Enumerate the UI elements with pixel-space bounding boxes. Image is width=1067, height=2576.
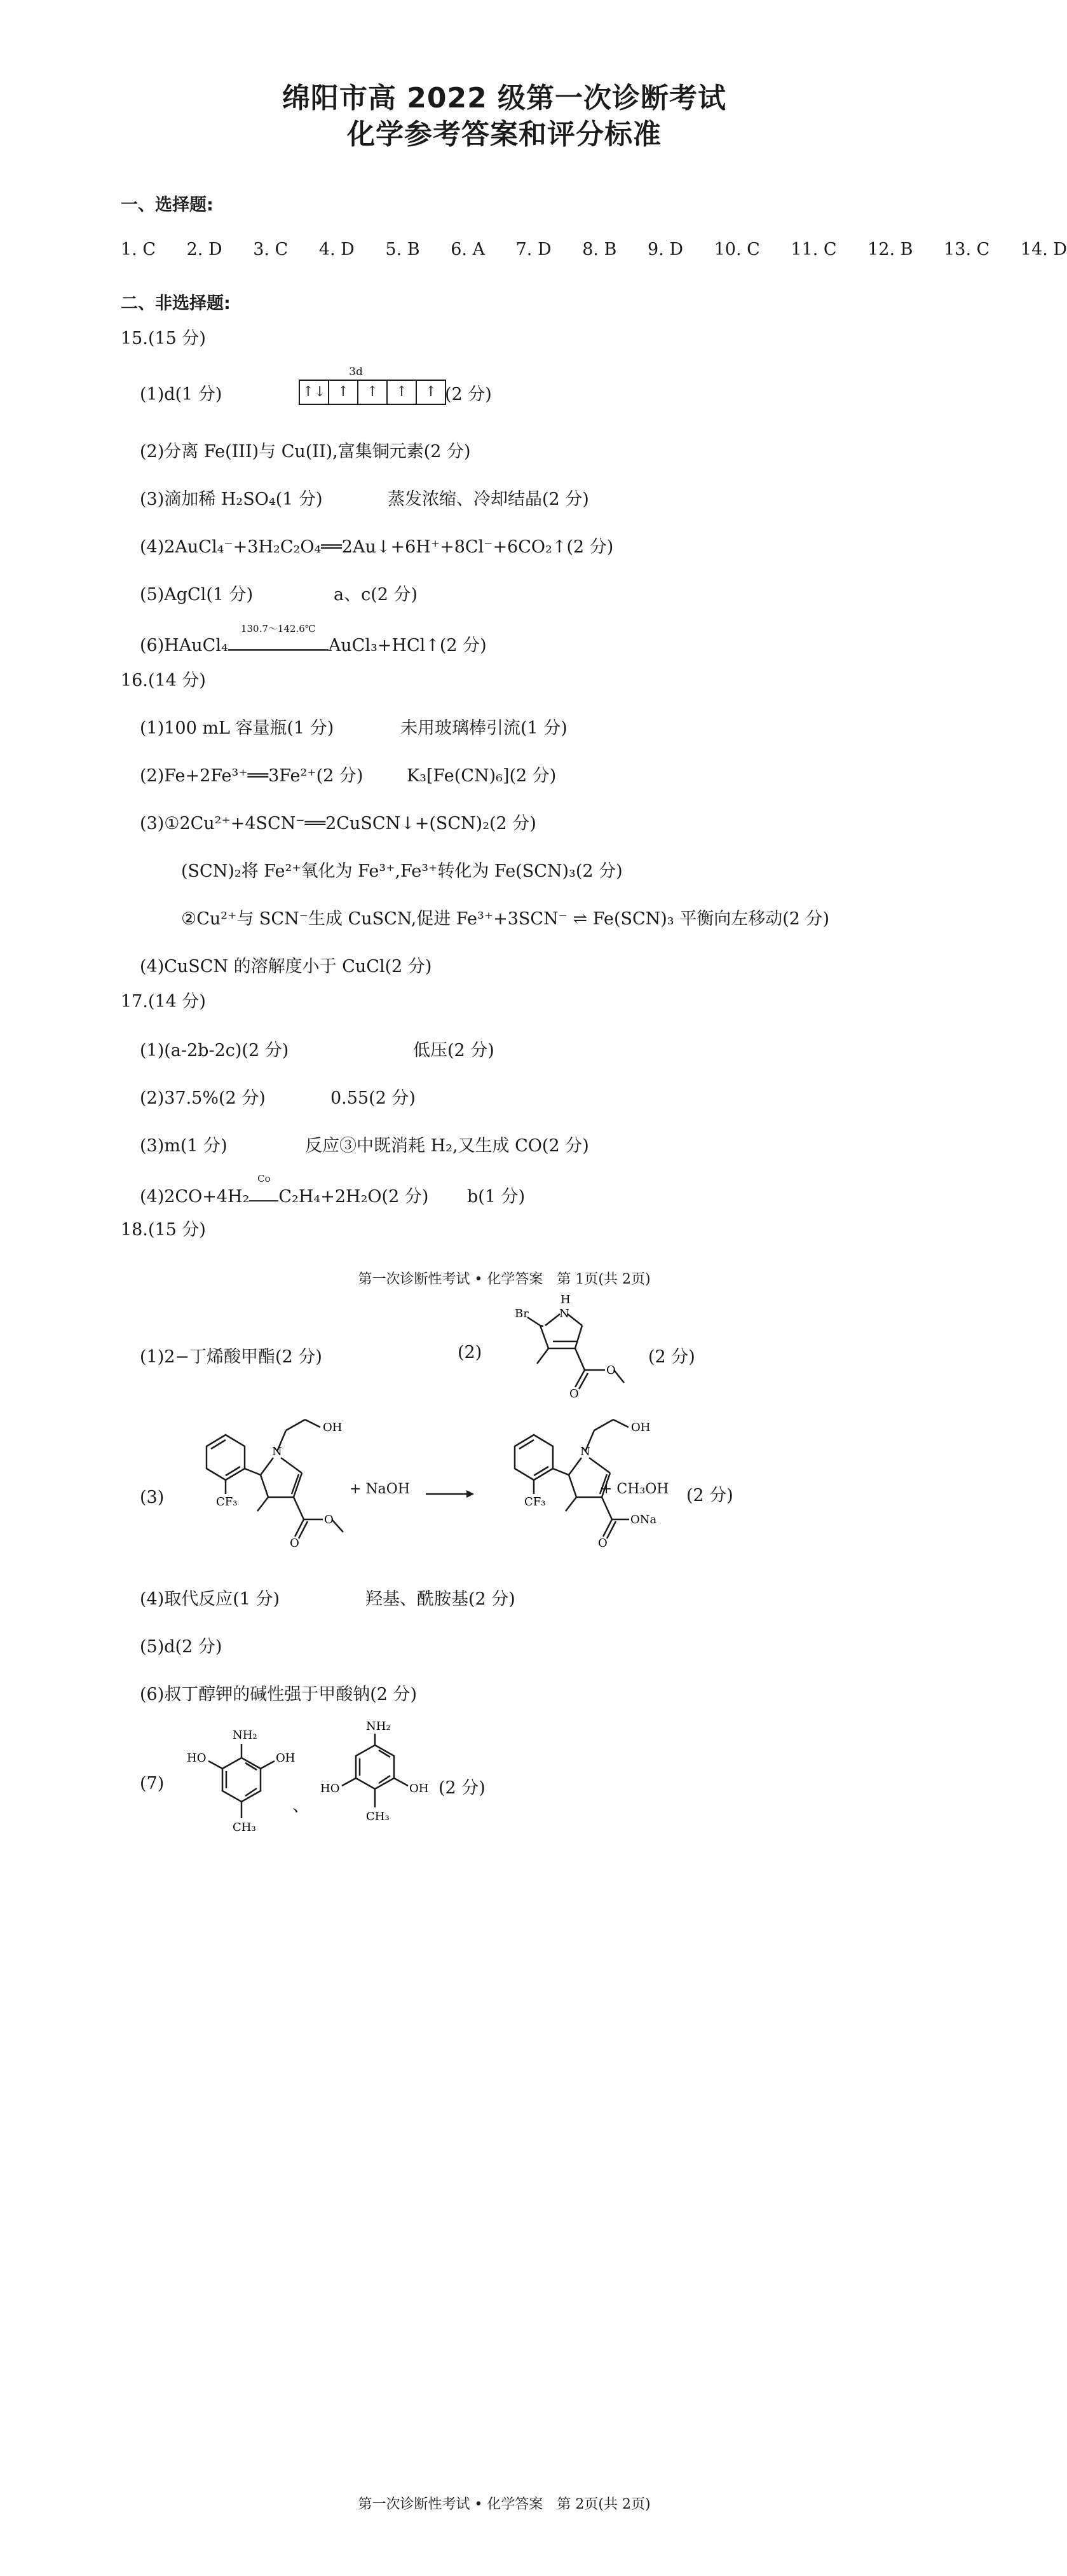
q17-p2-a: (2)37.5%(2 分) bbox=[140, 1088, 266, 1108]
q15-p2: (2)分离 Fe(III)与 Cu(II),富集铜元素(2 分) bbox=[140, 442, 471, 462]
q16-p1-b: 未用玻璃棒引流(1 分) bbox=[400, 718, 567, 738]
catalyst-label: Co bbox=[257, 1173, 271, 1184]
atom-cf3: CF₃ bbox=[524, 1495, 546, 1509]
mc-answer: 2. D bbox=[186, 240, 222, 259]
q15-p6 bbox=[140, 623, 487, 656]
q18-p3-plus-naoh: + NaOH bbox=[350, 1481, 411, 1497]
q18-p7-score: (2 分) bbox=[438, 1778, 486, 1798]
q15-p5-a: (5)AgCl(1 分) bbox=[140, 585, 254, 605]
q16-p3-a: (3)①2Cu²⁺+4SCN⁻══2CuSCN↓+(SCN)₂(2 分) bbox=[140, 814, 536, 833]
mc-answer: 3. C bbox=[253, 240, 289, 259]
q17-p4-reactant: (4)2CO+4H₂ bbox=[140, 1187, 250, 1207]
q15-p5-b: a、c(2 分) bbox=[334, 585, 418, 605]
q16-p2-b: K₃[Fe(CN)₆](2 分) bbox=[407, 766, 557, 786]
q18-p7-separator: 、 bbox=[292, 1796, 309, 1816]
atom-br: Br bbox=[515, 1307, 529, 1320]
atom-n: N bbox=[580, 1445, 590, 1458]
q18-p3-score: (2 分) bbox=[686, 1486, 733, 1505]
atom-ch3: CH₃ bbox=[233, 1821, 256, 1834]
q18-p4-a: (4)取代反应(1 分) bbox=[140, 1589, 280, 1609]
orbital-cell: ↑ bbox=[386, 380, 417, 405]
atom-n: N bbox=[272, 1445, 282, 1458]
atom-ho: HO bbox=[320, 1782, 340, 1795]
q18-p7-label: (7) bbox=[140, 1774, 165, 1793]
mc-answer: 10. C bbox=[714, 240, 760, 259]
orbital-label: 3d bbox=[349, 366, 363, 378]
q17-p3-b: 反应③中既消耗 H₂,又生成 CO(2 分) bbox=[305, 1136, 589, 1156]
mc-answer: 7. D bbox=[515, 240, 552, 259]
q15-p6-reactant: (6)HAuCl₄ bbox=[140, 636, 228, 655]
q18-p2-label: (2) bbox=[458, 1343, 482, 1362]
mc-answer-list bbox=[121, 240, 1067, 259]
q17-p4-c: b(1 分) bbox=[467, 1187, 526, 1207]
structure-q18-7-b bbox=[318, 1720, 445, 1860]
q16-p3-b: (SCN)₂将 Fe²⁺氧化为 Fe³⁺,Fe³⁺转化为 Fe(SCN)₃(2 分) bbox=[181, 861, 623, 881]
q17-p4-product: C₂H₄+2H₂O(2 分) bbox=[278, 1187, 429, 1207]
q18-p6: (6)叔丁醇钾的碱性强于甲酸钠(2 分) bbox=[140, 1685, 418, 1704]
reaction-arrow bbox=[425, 1488, 475, 1500]
page-subtitle: 化学参考答案和评分标准 bbox=[347, 118, 662, 151]
atom-nh2: NH₂ bbox=[366, 1720, 391, 1733]
atom-o: O bbox=[290, 1537, 299, 1550]
orbital-diagram bbox=[300, 380, 446, 405]
structure-q18-3-reactant bbox=[178, 1402, 356, 1567]
mc-answer: 1. C bbox=[121, 240, 156, 259]
reaction-temperature: 130.7～142.6℃ bbox=[240, 623, 316, 634]
page-title: 绵阳市高 2022 级第一次诊断考试 bbox=[282, 82, 727, 114]
atom-oh: OH bbox=[276, 1751, 296, 1765]
atom-n: N bbox=[559, 1307, 569, 1320]
orbital-cell: ↑ bbox=[416, 380, 446, 405]
q15-p4: (4)2AuCl₄⁻+3H₂C₂O₄══2Au↓+6H⁺+8Cl⁻+6CO₂↑(2 分) bbox=[140, 537, 614, 557]
mc-answer: 8. B bbox=[582, 240, 617, 259]
q17-p1-a: (1)(a-2b-2c)(2 分) bbox=[140, 1041, 289, 1060]
section2-heading: 二、非选择题: bbox=[121, 294, 231, 313]
catalyst-condition bbox=[249, 1173, 278, 1207]
q18-p4-b: 羟基、酰胺基(2 分) bbox=[365, 1589, 515, 1609]
q18-p3-plus-ch3oh: + CH₃OH bbox=[601, 1481, 669, 1497]
q15-p3-b: 蒸发浓缩、冷却结晶(2 分) bbox=[388, 490, 589, 509]
q16-p4: (4)CuSCN 的溶解度小于 CuCl(2 分) bbox=[140, 957, 432, 976]
orbital-cell: ↑ bbox=[328, 380, 358, 405]
atom-o: O bbox=[606, 1364, 616, 1377]
atom-ona: ONa bbox=[630, 1513, 657, 1526]
atom-cf3: CF₃ bbox=[216, 1495, 238, 1509]
mc-answer: 12. B bbox=[867, 240, 913, 259]
footer-page2: 第一次诊断性考试 • 化学答案 第 2页(共 2页) bbox=[358, 2497, 651, 2512]
atom-o: O bbox=[569, 1387, 579, 1401]
q17-p2-b: 0.55(2 分) bbox=[330, 1088, 416, 1108]
q15-p1-answer: (1)d(1 分) bbox=[140, 385, 222, 404]
q16-p3-c: ②Cu²⁺与 SCN⁻生成 CuSCN,促进 Fe³⁺+3SCN⁻ ⇌ Fe(SCN)₃ 平衡向左移动(2 分) bbox=[181, 909, 830, 929]
atom-oh: OH bbox=[409, 1782, 429, 1795]
q16-p1-a: (1)100 mL 容量瓶(1 分) bbox=[140, 718, 334, 738]
structure-q18-7-a bbox=[184, 1720, 311, 1860]
atom-ho: HO bbox=[187, 1751, 207, 1765]
atom-h: H bbox=[561, 1293, 571, 1306]
q18-p1: (1)2−丁烯酸甲酯(2 分) bbox=[140, 1347, 322, 1367]
reaction-condition bbox=[228, 623, 329, 655]
mc-answer: 11. C bbox=[791, 240, 837, 259]
q17-label: 17.(14 分) bbox=[121, 992, 206, 1011]
q18-p5: (5)d(2 分) bbox=[140, 1637, 222, 1657]
q15-p3-a: (3)滴加稀 H₂SO₄(1 分) bbox=[140, 490, 323, 509]
footer-page1: 第一次诊断性考试 • 化学答案 第 1页(共 2页) bbox=[358, 1271, 651, 1287]
q15-p1-score: (2 分) bbox=[445, 385, 492, 404]
mc-answer: 6. A bbox=[451, 240, 486, 259]
q15-p6-product: AuCl₃+HCl↑(2 分) bbox=[328, 636, 487, 655]
q17-p1-b: 低压(2 分) bbox=[413, 1041, 494, 1060]
orbital-cell: ↑ bbox=[357, 380, 388, 405]
atom-nh2: NH₂ bbox=[233, 1729, 257, 1742]
q16-label: 16.(14 分) bbox=[121, 671, 206, 690]
atom-oh: OH bbox=[323, 1421, 343, 1434]
q18-label: 18.(15 分) bbox=[121, 1220, 206, 1240]
q15-label: 15.(15 分) bbox=[121, 329, 206, 348]
atom-oh: OH bbox=[631, 1421, 651, 1434]
mc-answer: 9. D bbox=[648, 240, 683, 259]
q18-p3-label: (3) bbox=[140, 1488, 165, 1507]
section1-heading: 一、选择题: bbox=[121, 195, 214, 215]
atom-o: O bbox=[598, 1537, 608, 1550]
atom-ch3: CH₃ bbox=[366, 1810, 390, 1823]
mc-answer: 13. C bbox=[944, 240, 990, 259]
mc-answer: 14. D bbox=[1020, 240, 1067, 259]
orbital-cell: ↑↓ bbox=[299, 380, 329, 405]
mc-answer: 5. B bbox=[385, 240, 420, 259]
q17-p3-a: (3)m(1 分) bbox=[140, 1136, 228, 1156]
q16-p2-a: (2)Fe+2Fe³⁺══3Fe²⁺(2 分) bbox=[140, 766, 364, 786]
q17-p4-a bbox=[140, 1173, 429, 1207]
mc-answer: 4. D bbox=[318, 240, 355, 259]
atom-o: O bbox=[324, 1513, 334, 1526]
q18-p2-score: (2 分) bbox=[648, 1347, 695, 1367]
